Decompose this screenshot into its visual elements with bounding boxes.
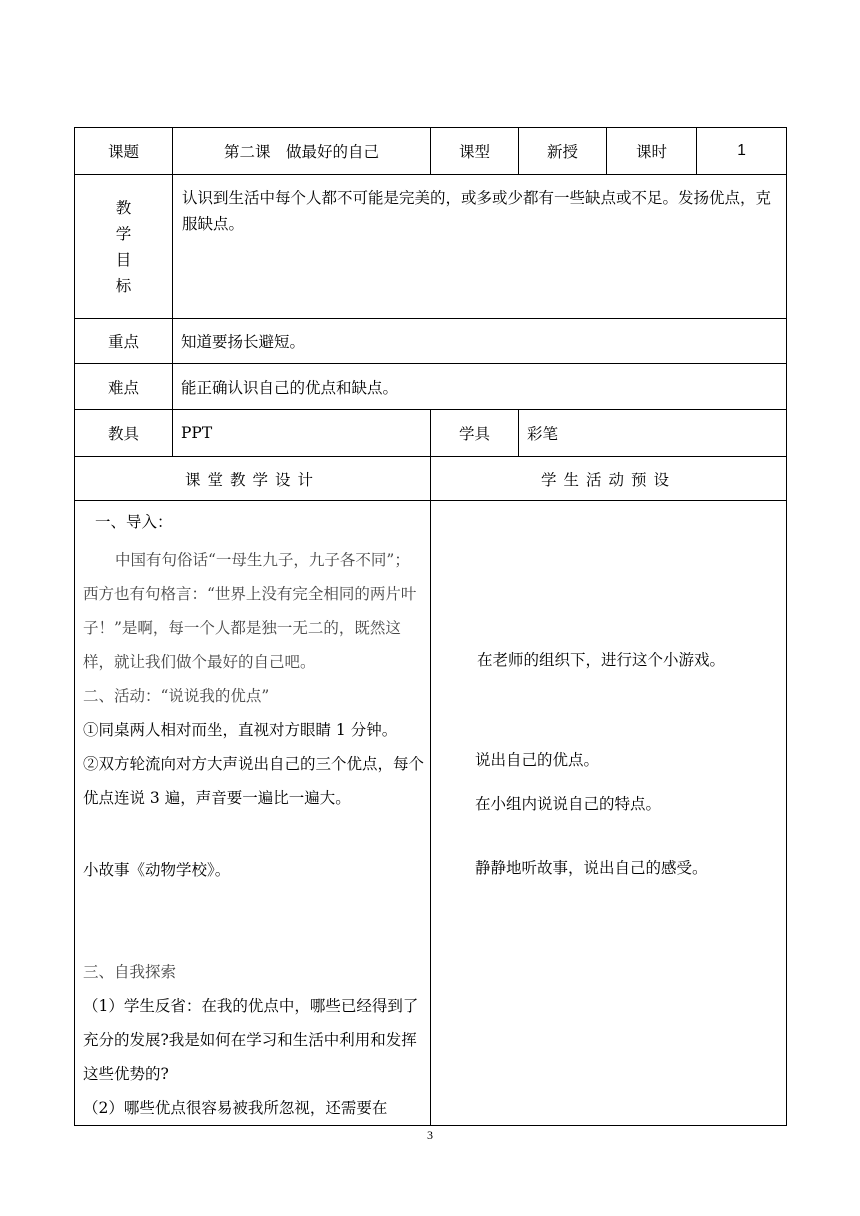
page-number: 3 <box>427 1128 433 1142</box>
key-point-label: 重点 <box>75 319 173 364</box>
header-row <box>75 128 787 175</box>
student-tools-label: 学具 <box>431 410 519 457</box>
activity-step-1: ①同桌两人相对而坐，直视对方眼睛 1 分钟。 <box>83 721 398 739</box>
topic-label: 课题 <box>75 128 173 175</box>
section-header-row <box>75 457 787 501</box>
type-value: 新授 <box>519 128 607 175</box>
goals-label-char: 目 <box>115 250 132 269</box>
difficulty-text: 能正确认识自己的优点和缺点。 <box>173 364 787 410</box>
key-point-row <box>75 319 787 364</box>
goals-label-char: 教 <box>115 198 132 217</box>
student-tools-value: 彩笔 <box>519 410 787 457</box>
period-label: 课时 <box>607 128 697 175</box>
type-label: 课型 <box>431 128 519 175</box>
explore-heading: 三、自我探索 <box>83 963 177 981</box>
topic-value: 第二课 做最好的自己 <box>173 128 431 175</box>
activity-item-4: 静静地听故事，说出自己的感受。 <box>475 859 708 877</box>
tools-row <box>75 410 787 457</box>
explore-question-2: （2）哪些优点很容易被我所忽视，还需要在 <box>83 1099 388 1117</box>
activity-item-2: 说出自己的优点。 <box>475 751 600 769</box>
activity-item-1: 在老师的组织下，进行这个小游戏。 <box>477 651 726 669</box>
goals-text: 认识到生活中每个人都不可能是完美的，或多或少都有一些缺点或不足。发扬优点，克服缺点。 <box>173 175 787 319</box>
goals-label <box>75 175 173 319</box>
intro-text: 中国有句俗话“一母生九子，九子各不同”；西方也有句格言：“世界上没有完全相同的两片叶子！”是啊，每一个人都是独一无二的，既然这样，就让我们做个最好的自己吧。 <box>83 551 417 671</box>
period-value: 1 <box>697 128 787 175</box>
design-section-header: 课堂教学设计 <box>75 457 431 501</box>
design-content <box>75 501 431 1126</box>
key-point-text: 知道要扬长避短。 <box>173 319 787 364</box>
activity-content <box>431 501 787 1126</box>
intro-heading: 一、导入： <box>95 513 173 531</box>
goals-label-char: 标 <box>115 276 132 295</box>
explore-question-1: （1）学生反省：在我的优点中，哪些已经得到了充分的发展?我是如何在学习和生活中利用和发挥这些优势的? <box>83 997 419 1083</box>
activity-step-2: ②双方轮流向对方大声说出自己的三个优点，每个优点连说 3 遍，声音要一遍比一遍大。 <box>83 755 425 807</box>
activity-heading: 二、活动：“说说我的优点” <box>83 687 270 705</box>
goals-row <box>75 175 787 319</box>
teacher-tools-value: PPT <box>173 410 431 457</box>
activity-section-header: 学生活动预设 <box>431 457 787 501</box>
story: 小故事《动物学校》。 <box>83 861 231 879</box>
difficulty-row <box>75 364 787 410</box>
lesson-plan-table <box>74 127 787 1126</box>
teacher-tools-label: 教具 <box>75 410 173 457</box>
activity-item-3: 在小组内说说自己的特点。 <box>475 795 662 813</box>
difficulty-label: 难点 <box>75 364 173 410</box>
content-row <box>75 501 787 1126</box>
goals-label-char: 学 <box>115 224 132 243</box>
